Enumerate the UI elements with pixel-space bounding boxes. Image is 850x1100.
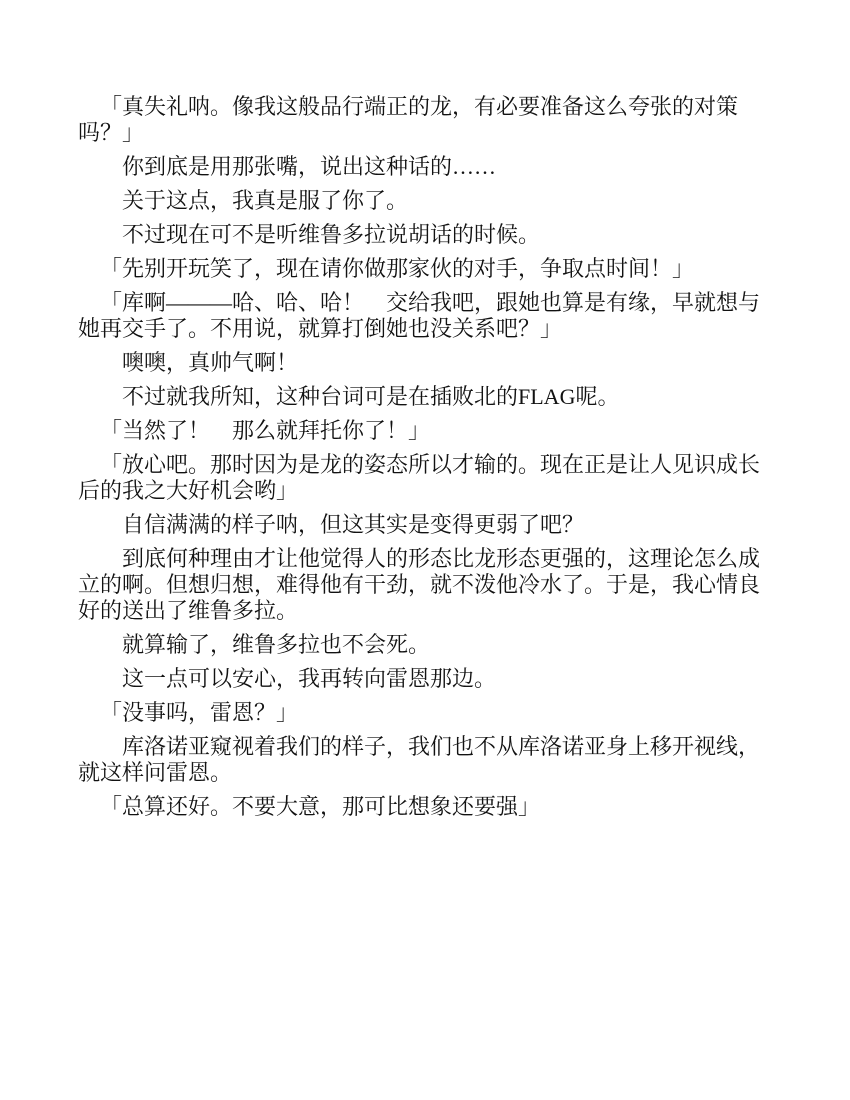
paragraph-narration: 不过就我所知，这种台词可是在插败北的FLAG呢。	[122, 384, 620, 409]
paragraph-narration: 到底何种理由才让他觉得人的形态比龙形态更强的，这理论怎么成立的啊。但想归想，难得他有干劲，就不泼他冷水了。于是，我心情良好的送出了维鲁多拉。	[78, 546, 761, 623]
paragraph-dialogue: 「先别开玩笑了，现在请你做那家伙的对手，争取点时间！」	[100, 256, 695, 281]
paragraph-narration: 不过现在可不是听维鲁多拉说胡话的时候。	[122, 222, 541, 247]
paragraph-dialogue: 「没事吗，雷恩？」	[100, 700, 299, 725]
paragraph-dialogue: 「真失礼呐。像我这般品行端正的龙，有必要准备这么夸张的对策吗？」	[78, 94, 739, 145]
paragraph-narration: 噢噢，真帅气啊！	[122, 350, 299, 375]
paragraph-narration: 库洛诺亚窥视着我们的样子，我们也不从库洛诺亚身上移开视线，就这样问雷恩。	[78, 734, 761, 785]
paragraph-dialogue: 「放心吧。那时因为是龙的姿态所以才输的。现在正是让人见识成长后的我之大好机会哟」	[78, 452, 761, 503]
paragraph-narration: 你到底是用那张嘴，说出这种话的……	[122, 154, 497, 179]
paragraph-dialogue: 「当然了！ 那么就拜托你了！」	[100, 418, 431, 443]
paragraph-narration: 这一点可以安心，我再转向雷恩那边。	[122, 666, 497, 691]
paragraph-narration: 关于这点，我真是服了你了。	[122, 188, 409, 213]
paragraph-dialogue: 「库啊———哈、哈、哈！ 交给我吧，跟她也算是有缘，早就想与她再交手了。不用说，就算打倒她也没关系吧？」	[78, 290, 761, 341]
paragraph-narration: 就算输了，维鲁多拉也不会死。	[122, 632, 431, 657]
paragraph-dialogue: 「总算还好。不要大意，那可比想象还要强」	[100, 794, 541, 819]
paragraph-narration: 自信满满的样子呐，但这其实是变得更弱了吧？	[122, 512, 585, 537]
